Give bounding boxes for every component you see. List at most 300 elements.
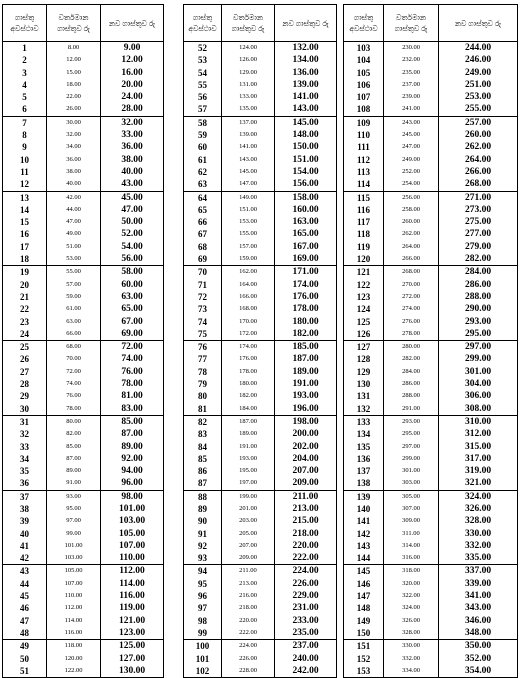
fare-row (344, 79, 518, 91)
new-fare-cell: 123.00 (101, 627, 164, 640)
current-fare-cell: 139.00 (222, 129, 275, 141)
header-new-fare: නව ගාස්තුව රු (275, 5, 337, 42)
fare-stage-cell: 133 (344, 415, 384, 428)
fare-row (184, 653, 337, 665)
current-fare-cell: 239.00 (384, 91, 439, 103)
current-fare-cell: 164.00 (222, 279, 275, 291)
current-fare-cell: 80.00 (47, 415, 101, 428)
current-fare-cell: 276.00 (384, 316, 439, 328)
fare-stage-cell: 102 (184, 665, 222, 678)
fare-row (3, 141, 164, 153)
fare-row (344, 515, 518, 527)
current-fare-cell: 112.00 (47, 602, 101, 614)
fare-row (344, 503, 518, 515)
current-fare-cell: 149.00 (222, 191, 275, 204)
new-fare-cell: 204.00 (275, 453, 337, 465)
current-fare-cell: 274.00 (384, 303, 439, 315)
new-fare-cell: 52.00 (101, 228, 164, 240)
current-fare-cell: 47.00 (47, 216, 101, 228)
fare-row (344, 353, 518, 365)
fare-stage-cell: 65 (184, 204, 222, 216)
fare-row (184, 303, 337, 315)
new-fare-cell: 160.00 (275, 204, 337, 216)
new-fare-cell: 38.00 (101, 154, 164, 166)
fare-row (3, 665, 164, 678)
fare-row (184, 54, 337, 66)
fare-stage-cell: 10 (3, 154, 47, 166)
fare-row (184, 366, 337, 378)
fare-stage-cell: 6 (3, 103, 47, 116)
fare-stage-cell: 87 (184, 477, 222, 490)
current-fare-cell: 22.00 (47, 91, 101, 103)
new-fare-cell: 89.00 (101, 441, 164, 453)
fare-stage-cell: 127 (344, 341, 384, 354)
fare-row (344, 590, 518, 602)
fare-table (2, 4, 164, 678)
current-fare-cell: 101.00 (47, 540, 101, 552)
fare-row (3, 640, 164, 653)
fare-row (344, 578, 518, 590)
fare-stage-cell: 9 (3, 141, 47, 153)
fare-row (3, 341, 164, 354)
fare-stage-cell: 138 (344, 477, 384, 490)
current-fare-cell: 70.00 (47, 353, 101, 365)
fare-stage-cell: 5 (3, 91, 47, 103)
current-fare-cell: 174.00 (222, 341, 275, 354)
current-fare-cell: 76.00 (47, 390, 101, 402)
fare-stage-cell: 111 (344, 141, 384, 153)
fare-row (3, 441, 164, 453)
fare-row (344, 91, 518, 103)
fare-stage-cell: 110 (344, 129, 384, 141)
header-current-fare: වර්තමාන ගාස්තුව රු (47, 5, 101, 42)
new-fare-cell: 301.00 (439, 366, 518, 378)
fare-row (3, 291, 164, 303)
fare-row (184, 415, 337, 428)
current-fare-cell: 103.00 (47, 552, 101, 565)
current-fare-cell: 178.00 (222, 366, 275, 378)
fare-row (184, 67, 337, 79)
fare-row (344, 291, 518, 303)
fare-row (3, 528, 164, 540)
fare-row (3, 91, 164, 103)
fare-row (344, 665, 518, 678)
current-fare-cell: 191.00 (222, 441, 275, 453)
fare-stage-cell: 148 (344, 602, 384, 614)
new-fare-cell: 233.00 (275, 615, 337, 627)
new-fare-cell: 200.00 (275, 428, 337, 440)
current-fare-cell: 324.00 (384, 602, 439, 614)
new-fare-cell: 85.00 (101, 415, 164, 428)
fare-stage-cell: 20 (3, 279, 47, 291)
current-fare-cell: 232.00 (384, 54, 439, 66)
current-fare-cell: 311.00 (384, 528, 439, 540)
fare-row (3, 79, 164, 91)
fare-row (344, 453, 518, 465)
fare-stage-cell: 96 (184, 590, 222, 602)
fare-stage-cell: 85 (184, 453, 222, 465)
fare-row (184, 154, 337, 166)
current-fare-cell: 230.00 (384, 42, 439, 55)
current-fare-cell: 220.00 (222, 615, 275, 627)
fare-row (3, 653, 164, 665)
fare-row (3, 378, 164, 390)
new-fare-cell: 112.00 (101, 565, 164, 578)
fare-stage-cell: 52 (184, 42, 222, 55)
fare-row (3, 565, 164, 578)
current-fare-cell: 133.00 (222, 91, 275, 103)
new-fare-cell: 167.00 (275, 241, 337, 253)
new-fare-cell: 222.00 (275, 552, 337, 565)
current-fare-cell: 209.00 (222, 552, 275, 565)
new-fare-cell: 176.00 (275, 291, 337, 303)
new-fare-cell: 295.00 (439, 328, 518, 341)
new-fare-cell: 348.00 (439, 627, 518, 640)
current-fare-cell: 40.00 (47, 178, 101, 191)
current-fare-cell: 124.00 (222, 42, 275, 55)
current-fare-cell: 34.00 (47, 141, 101, 153)
fare-stage-cell: 35 (3, 465, 47, 477)
current-fare-cell: 241.00 (384, 103, 439, 116)
new-fare-cell: 319.00 (439, 465, 518, 477)
current-fare-cell: 293.00 (384, 415, 439, 428)
current-fare-cell: 254.00 (384, 178, 439, 191)
fare-row (3, 216, 164, 228)
fare-row (184, 279, 337, 291)
fare-row (184, 615, 337, 627)
fare-table (343, 4, 518, 678)
fare-row (184, 665, 337, 678)
new-fare-cell: 103.00 (101, 515, 164, 527)
fare-row (184, 228, 337, 240)
new-fare-cell: 174.00 (275, 279, 337, 291)
new-fare-cell: 341.00 (439, 590, 518, 602)
fare-stage-cell: 137 (344, 465, 384, 477)
current-fare-cell: 159.00 (222, 253, 275, 266)
new-fare-cell: 304.00 (439, 378, 518, 390)
fare-stage-cell: 95 (184, 578, 222, 590)
fare-stage-cell: 2 (3, 54, 47, 66)
fare-row (344, 316, 518, 328)
current-fare-cell: 147.00 (222, 178, 275, 191)
current-fare-cell: 36.00 (47, 154, 101, 166)
fare-stage-cell: 16 (3, 228, 47, 240)
current-fare-cell: 170.00 (222, 316, 275, 328)
current-fare-cell: 249.00 (384, 154, 439, 166)
fare-row (344, 602, 518, 614)
fare-row (344, 465, 518, 477)
new-fare-cell: 127.00 (101, 653, 164, 665)
current-fare-cell: 332.00 (384, 653, 439, 665)
fare-stage-cell: 84 (184, 441, 222, 453)
fare-stage-cell: 130 (344, 378, 384, 390)
fare-stage-cell: 97 (184, 602, 222, 614)
fare-stage-cell: 27 (3, 366, 47, 378)
new-fare-cell: 43.00 (101, 178, 164, 191)
current-fare-cell: 284.00 (384, 366, 439, 378)
fare-row (184, 565, 337, 578)
current-fare-cell: 291.00 (384, 403, 439, 416)
new-fare-cell: 87.00 (101, 428, 164, 440)
fare-stage-cell: 126 (344, 328, 384, 341)
fare-stage-cell: 48 (3, 627, 47, 640)
fare-stage-cell: 99 (184, 627, 222, 640)
fare-row (344, 653, 518, 665)
fare-stage-cell: 69 (184, 253, 222, 266)
fare-stage-cell: 123 (344, 291, 384, 303)
new-fare-cell: 196.00 (275, 403, 337, 416)
fare-row (3, 166, 164, 178)
fare-row (3, 129, 164, 141)
fare-stage-cell: 143 (344, 540, 384, 552)
fare-row (184, 378, 337, 390)
new-fare-cell: 154.00 (275, 166, 337, 178)
header-current-fare: වර්තමාන ගාස්තුව රු (384, 5, 439, 42)
new-fare-cell: 33.00 (101, 129, 164, 141)
fare-stage-cell: 38 (3, 503, 47, 515)
current-fare-cell: 228.00 (222, 665, 275, 678)
fare-row (3, 602, 164, 614)
new-fare-cell: 134.00 (275, 54, 337, 66)
new-fare-cell: 54.00 (101, 241, 164, 253)
current-fare-cell: 126.00 (222, 54, 275, 66)
new-fare-cell: 317.00 (439, 453, 518, 465)
current-fare-cell: 155.00 (222, 228, 275, 240)
new-fare-cell: 16.00 (101, 67, 164, 79)
current-fare-cell: 309.00 (384, 515, 439, 527)
new-fare-cell: 107.00 (101, 540, 164, 552)
current-fare-cell: 180.00 (222, 378, 275, 390)
fare-row (184, 141, 337, 153)
fare-stage-cell: 82 (184, 415, 222, 428)
new-fare-cell: 246.00 (439, 54, 518, 66)
current-fare-cell: 87.00 (47, 453, 101, 465)
fare-row (3, 228, 164, 240)
fare-row (184, 515, 337, 527)
fare-stage-cell: 44 (3, 578, 47, 590)
new-fare-cell: 185.00 (275, 341, 337, 354)
fare-row (344, 253, 518, 266)
current-fare-cell: 213.00 (222, 578, 275, 590)
new-fare-cell: 337.00 (439, 565, 518, 578)
fare-stage-cell: 152 (344, 653, 384, 665)
fare-stage-cell: 19 (3, 266, 47, 279)
new-fare-cell: 74.00 (101, 353, 164, 365)
fare-row (3, 503, 164, 515)
fare-row (344, 403, 518, 416)
fare-stage-cell: 91 (184, 528, 222, 540)
new-fare-cell: 209.00 (275, 477, 337, 490)
fare-row (3, 279, 164, 291)
fare-stage-cell: 136 (344, 453, 384, 465)
current-fare-cell: 247.00 (384, 141, 439, 153)
current-fare-cell: 278.00 (384, 328, 439, 341)
fare-row (3, 253, 164, 266)
fare-stage-cell: 73 (184, 303, 222, 315)
new-fare-cell: 354.00 (439, 665, 518, 678)
new-fare-cell: 40.00 (101, 166, 164, 178)
new-fare-cell: 141.00 (275, 91, 337, 103)
fare-row (3, 67, 164, 79)
fare-stage-cell: 67 (184, 228, 222, 240)
current-fare-cell: 211.00 (222, 565, 275, 578)
fare-row (3, 316, 164, 328)
fare-row (344, 129, 518, 141)
fare-row (344, 565, 518, 578)
new-fare-cell: 279.00 (439, 241, 518, 253)
fare-stage-cell: 21 (3, 291, 47, 303)
new-fare-cell: 63.00 (101, 291, 164, 303)
fare-row (184, 103, 337, 116)
fare-row (344, 328, 518, 341)
fare-row (184, 627, 337, 640)
fare-stage-cell: 124 (344, 303, 384, 315)
new-fare-cell: 191.00 (275, 378, 337, 390)
fare-stage-cell: 34 (3, 453, 47, 465)
current-fare-cell: 286.00 (384, 378, 439, 390)
new-fare-cell: 182.00 (275, 328, 337, 341)
fare-row (3, 590, 164, 602)
new-fare-cell: 101.00 (101, 503, 164, 515)
fare-row (184, 528, 337, 540)
fare-row (184, 453, 337, 465)
current-fare-cell: 8.00 (47, 42, 101, 55)
new-fare-cell: 67.00 (101, 316, 164, 328)
current-fare-cell: 256.00 (384, 191, 439, 204)
new-fare-cell: 335.00 (439, 552, 518, 565)
current-fare-cell: 85.00 (47, 441, 101, 453)
new-fare-cell: 257.00 (439, 116, 518, 129)
fare-stage-cell: 79 (184, 378, 222, 390)
fare-row (3, 116, 164, 129)
fare-stage-cell: 3 (3, 67, 47, 79)
fare-row (3, 490, 164, 503)
fare-row (184, 428, 337, 440)
current-fare-cell: 61.00 (47, 303, 101, 315)
fare-stage-cell: 17 (3, 241, 47, 253)
fare-row (184, 640, 337, 653)
new-fare-cell: 242.00 (275, 665, 337, 678)
fare-stage-cell: 58 (184, 116, 222, 129)
fare-row (3, 303, 164, 315)
fare-row (3, 353, 164, 365)
fare-stage-cell: 71 (184, 279, 222, 291)
current-fare-cell: 120.00 (47, 653, 101, 665)
fare-row (344, 166, 518, 178)
new-fare-cell: 330.00 (439, 528, 518, 540)
current-fare-cell: 297.00 (384, 441, 439, 453)
current-fare-cell: 195.00 (222, 465, 275, 477)
new-fare-cell: 105.00 (101, 528, 164, 540)
fare-stage-cell: 94 (184, 565, 222, 578)
fare-row (3, 453, 164, 465)
current-fare-cell: 316.00 (384, 552, 439, 565)
new-fare-cell: 50.00 (101, 216, 164, 228)
fare-row (184, 503, 337, 515)
new-fare-cell: 240.00 (275, 653, 337, 665)
fare-row (184, 390, 337, 402)
current-fare-cell: 224.00 (222, 640, 275, 653)
current-fare-cell: 245.00 (384, 129, 439, 141)
new-fare-cell: 47.00 (101, 204, 164, 216)
fare-table (183, 4, 337, 678)
current-fare-cell: 184.00 (222, 403, 275, 416)
current-fare-cell: 89.00 (47, 465, 101, 477)
current-fare-cell: 166.00 (222, 291, 275, 303)
new-fare-cell: 306.00 (439, 390, 518, 402)
fare-row (3, 390, 164, 402)
current-fare-cell: 131.00 (222, 79, 275, 91)
fare-row (3, 552, 164, 565)
current-fare-cell: 282.00 (384, 353, 439, 365)
fare-row (3, 428, 164, 440)
fare-stage-cell: 13 (3, 191, 47, 204)
fare-stage-cell: 83 (184, 428, 222, 440)
new-fare-cell: 202.00 (275, 441, 337, 453)
fare-stage-cell: 92 (184, 540, 222, 552)
fare-stage-cell: 134 (344, 428, 384, 440)
fare-stage-cell: 135 (344, 441, 384, 453)
fare-stage-cell: 59 (184, 129, 222, 141)
fare-stage-cell: 115 (344, 191, 384, 204)
fare-stage-cell: 60 (184, 141, 222, 153)
fare-stage-cell: 66 (184, 216, 222, 228)
new-fare-cell: 312.00 (439, 428, 518, 440)
new-fare-cell: 339.00 (439, 578, 518, 590)
fare-stage-cell: 45 (3, 590, 47, 602)
new-fare-cell: 36.00 (101, 141, 164, 153)
fare-stage-cell: 40 (3, 528, 47, 540)
fare-row (184, 291, 337, 303)
new-fare-cell: 268.00 (439, 178, 518, 191)
fare-stage-cell: 120 (344, 253, 384, 266)
fare-stage-cell: 23 (3, 316, 47, 328)
fare-stage-cell: 62 (184, 166, 222, 178)
fare-stage-cell: 89 (184, 503, 222, 515)
fare-row (3, 191, 164, 204)
new-fare-cell: 299.00 (439, 353, 518, 365)
fare-row (184, 590, 337, 602)
fare-stage-cell: 128 (344, 353, 384, 365)
fare-row (184, 552, 337, 565)
fare-stage-cell: 7 (3, 116, 47, 129)
fare-stage-cell: 98 (184, 615, 222, 627)
fare-stage-cell: 75 (184, 328, 222, 341)
fare-stage-cell: 22 (3, 303, 47, 315)
fare-stage-cell: 77 (184, 353, 222, 365)
fare-stage-cell: 144 (344, 552, 384, 565)
fare-stage-cell: 72 (184, 291, 222, 303)
current-fare-cell: 59.00 (47, 291, 101, 303)
new-fare-cell: 282.00 (439, 253, 518, 266)
fare-stage-cell: 32 (3, 428, 47, 440)
fare-stage-cell: 112 (344, 154, 384, 166)
current-fare-cell: 301.00 (384, 465, 439, 477)
current-fare-cell: 32.00 (47, 129, 101, 141)
new-fare-cell: 136.00 (275, 67, 337, 79)
fare-stage-cell: 63 (184, 178, 222, 191)
fare-row (344, 266, 518, 279)
current-fare-cell: 187.00 (222, 415, 275, 428)
fare-stage-cell: 47 (3, 615, 47, 627)
fare-stage-cell: 117 (344, 216, 384, 228)
fare-stage-cell: 49 (3, 640, 47, 653)
fare-row (344, 640, 518, 653)
current-fare-cell: 266.00 (384, 253, 439, 266)
fare-stage-cell: 25 (3, 341, 47, 354)
current-fare-cell: 42.00 (47, 191, 101, 204)
fare-row (344, 428, 518, 440)
